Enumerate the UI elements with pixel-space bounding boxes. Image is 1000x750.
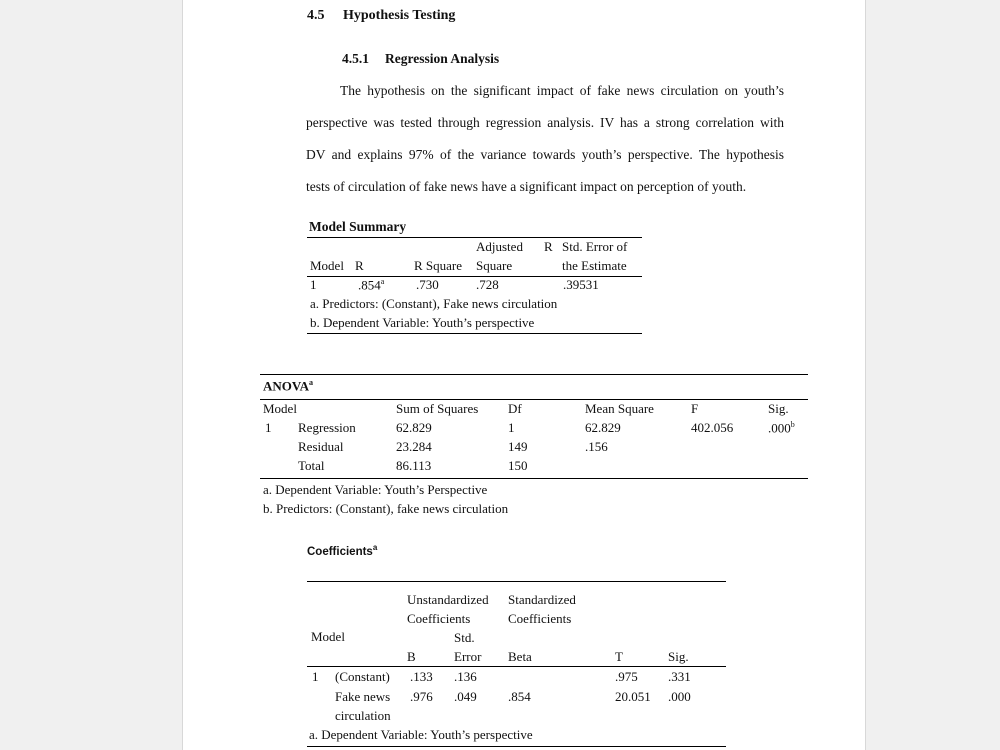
cell-r: .854$^a$ <box>358 277 385 293</box>
row-label: Total <box>298 458 325 473</box>
cell-sum-sq: 62.829 <box>396 420 432 435</box>
footnote: a. Dependent Variable: Youth’s perspective <box>309 727 533 742</box>
cell-std-error: .049 <box>454 689 477 704</box>
header-adjusted-r: R <box>544 239 553 254</box>
cell-adjusted: .728 <box>476 277 499 292</box>
cell-df: 149 <box>508 439 528 454</box>
anova-title: ANOVA$^a$ <box>263 378 313 394</box>
row-label-cont: circulation <box>335 708 391 723</box>
header-error: Error <box>454 649 482 664</box>
header-df: Df <box>508 401 522 416</box>
row-label: Fake news <box>335 689 391 704</box>
header-sig: Sig. <box>768 401 789 416</box>
model-summary-title: Model Summary <box>309 219 407 234</box>
header-estimate: the Estimate <box>562 258 627 273</box>
cell-mean-sq: .156 <box>585 439 608 454</box>
cell-t: .975 <box>615 669 638 684</box>
header-standardized: Standardized <box>508 592 576 607</box>
cell-t: 20.051 <box>615 689 651 704</box>
cell-model: 1 <box>310 277 317 292</box>
header-f: F <box>691 401 699 416</box>
cell-std-error: .136 <box>454 669 477 684</box>
cell-r-square: .730 <box>416 277 439 292</box>
paragraph-line: tests of circulation of fake news have a significant impact on perception of youth. <box>306 179 747 194</box>
header-std-error: Std. Error of <box>562 239 628 254</box>
paragraph-line: DV and explains 97% of the variance towards youth’s perspective. The hypothesis <box>306 147 784 162</box>
header-sig: Sig. <box>668 649 689 664</box>
footnote: b. Dependent Variable: Youth’s perspective <box>310 315 535 330</box>
subsection-number: 4.5.1 <box>342 51 369 66</box>
cell-model-num: 1 <box>265 420 272 435</box>
header-t: T <box>615 649 623 664</box>
cell-beta: .854 <box>508 689 531 704</box>
cell-sig: .331 <box>668 669 691 684</box>
footnote: b. Predictors: (Constant), fake news circulation <box>263 501 509 516</box>
table-rule <box>307 581 726 582</box>
header-model: Model <box>263 401 297 416</box>
table-rule <box>307 237 642 238</box>
table-rule <box>307 666 726 667</box>
cell-sum-sq: 23.284 <box>396 439 432 454</box>
header-unstandardized: Unstandardized <box>407 592 489 607</box>
cell-std-error: .39531 <box>563 277 599 292</box>
section-title: Hypothesis Testing <box>343 8 456 23</box>
header-r-square: R Square <box>414 258 463 273</box>
cell-sig: .000$^b$ <box>768 420 795 436</box>
header-square: Square <box>476 258 513 273</box>
row-label: Residual <box>298 439 344 454</box>
header-b: B <box>407 649 416 664</box>
cell-mean-sq: 62.829 <box>585 420 621 435</box>
paragraph-line: The hypothesis on the significant impact of fake news circulation on youth’s <box>340 83 784 98</box>
paragraph-line: perspective was tested through regression analysis. IV has a strong correlation with <box>306 115 784 130</box>
row-label: (Constant) <box>335 669 390 684</box>
cell-b: .133 <box>410 669 433 684</box>
header-adjusted: Adjusted <box>476 239 523 254</box>
header-std-error: Std. <box>454 630 475 645</box>
table-rule <box>260 399 808 400</box>
table-rule <box>307 333 642 334</box>
section-number: 4.5 <box>307 8 325 23</box>
header-r: R <box>355 258 364 273</box>
subsection-title: Regression Analysis <box>385 51 500 66</box>
cell-df: 1 <box>508 420 515 435</box>
header-unstd-coefficients: Coefficients <box>407 611 471 626</box>
cell-model-num: 1 <box>312 669 319 684</box>
table-rule <box>260 478 808 479</box>
row-label: Regression <box>298 420 356 435</box>
coefficients-title: Coefficients$^a$ <box>307 543 378 558</box>
cell-sum-sq: 86.113 <box>396 458 432 473</box>
cell-sig: .000 <box>668 689 691 704</box>
footnote: a. Dependent Variable: Youth’s Perspective <box>263 482 488 497</box>
header-model: Model <box>311 629 345 644</box>
header-std-coefficients: Coefficients <box>508 611 572 626</box>
cell-b: .976 <box>410 689 433 704</box>
table-rule <box>307 746 726 747</box>
header-sum-squares: Sum of Squares <box>396 401 479 416</box>
header-model: Model <box>310 258 344 273</box>
cell-f: 402.056 <box>691 420 734 435</box>
cell-df: 150 <box>508 458 528 473</box>
header-mean-square: Mean Square <box>585 401 654 416</box>
footnote: a. Predictors: (Constant), Fake news circulation <box>310 296 558 311</box>
table-rule <box>260 374 808 375</box>
header-beta: Beta <box>508 649 532 664</box>
